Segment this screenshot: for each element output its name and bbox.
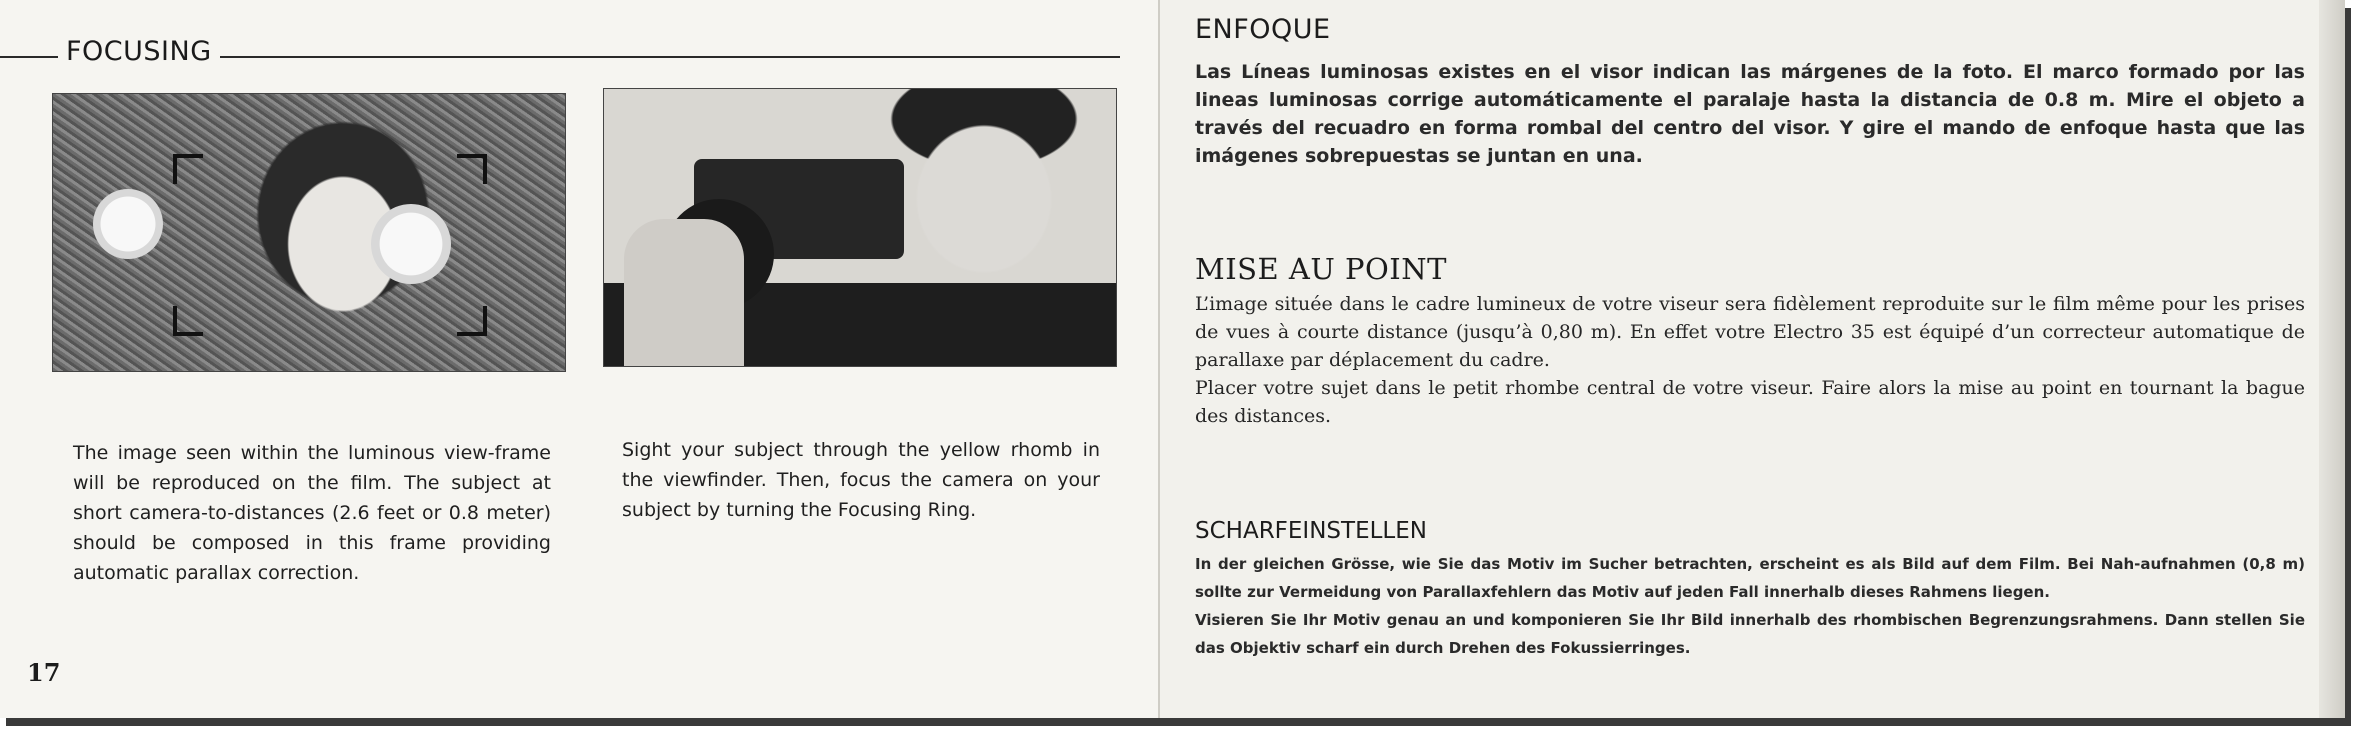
text-french-paragraph-2: Placer votre sujet dans le petit rhombe central de votre viseur. Faire alors la mise au point en tournant la bague des distances. — [1195, 377, 2305, 427]
right-page — [1158, 0, 2345, 718]
heading-enfoque: ENFOQUE — [1195, 14, 1331, 45]
flower-right-icon — [371, 204, 451, 284]
text-german-paragraph-1: In der gleichen Grösse, wie Sie das Motiv im Sucher betrachten, erscheint es als Bild auf dem Film. Bei Nah-aufnahmen (0,8 m) sollte zur Vermeidung von Parallaxfehlern das Motiv auf jeden Fall innerhalb dieses Rahmens liegen. — [1195, 555, 2305, 601]
left-page — [0, 0, 1158, 718]
section-title-focusing: FOCUSING — [58, 36, 220, 67]
heading-scharfeinstellen: SCHARFEINSTELLEN — [1195, 518, 1427, 544]
page-edge — [2319, 0, 2345, 718]
text-french — [1195, 290, 2305, 430]
heading-mise-au-point: MISE AU POINT — [1195, 252, 1447, 286]
text-german — [1195, 550, 2305, 662]
photo-man-with-camera — [603, 88, 1117, 367]
frame-corner-bottom-left — [173, 306, 203, 336]
caption-yellow-rhomb: Sight your subject through the yellow rhomb in the viewfinder. Then, focus the camera on your subject by turning the Focusing Ring. — [622, 439, 1100, 521]
flower-left-icon — [93, 189, 163, 259]
text-german-paragraph-2: Visieren Sie Ihr Motiv genau an und komponieren Sie Ihr Bild innerhalb des rhombischen Begrenzungsrahmens. Dann stellen Sie das Objektiv scharf ein durch Drehen des Fokussierringes. — [1195, 611, 2305, 657]
frame-corner-bottom-right — [457, 306, 487, 336]
caption-luminous-frame: The image seen within the luminous view-frame will be reproduced on the film. The subject at short camera-to-distances (2.6 feet or 0.8 meter) should be composed in this frame providing automatic parallax correction. — [73, 442, 551, 584]
hand-shape — [624, 219, 744, 366]
page-number: 17 — [27, 658, 61, 687]
frame-corner-top-left — [173, 154, 203, 184]
photo-woman-with-flowers — [52, 93, 566, 372]
text-spanish: Las Líneas luminosas existes en el visor indican las márgenes de la foto. El marco formado por las lineas luminosas corrige automáticamente el paralaje hasta la distancia de 0.8 m. Mire el objeto a través del recuadro en forma rombal del centro del visor. Y gire el mando de enfoque hasta que las imágenes sobrepuestas se juntan en una. — [1195, 61, 2305, 167]
frame-corner-top-right — [457, 154, 487, 184]
text-french-paragraph-1: L’image située dans le cadre lumineux de votre viseur sera fidèlement reproduite sur le film même pour les prises de vues à courte distance (jusqu’à 0,80 m). En effet votre Electro 35 est équipé d’un correcteur automatique de parallaxe par déplacement du cadre. — [1195, 293, 2305, 371]
